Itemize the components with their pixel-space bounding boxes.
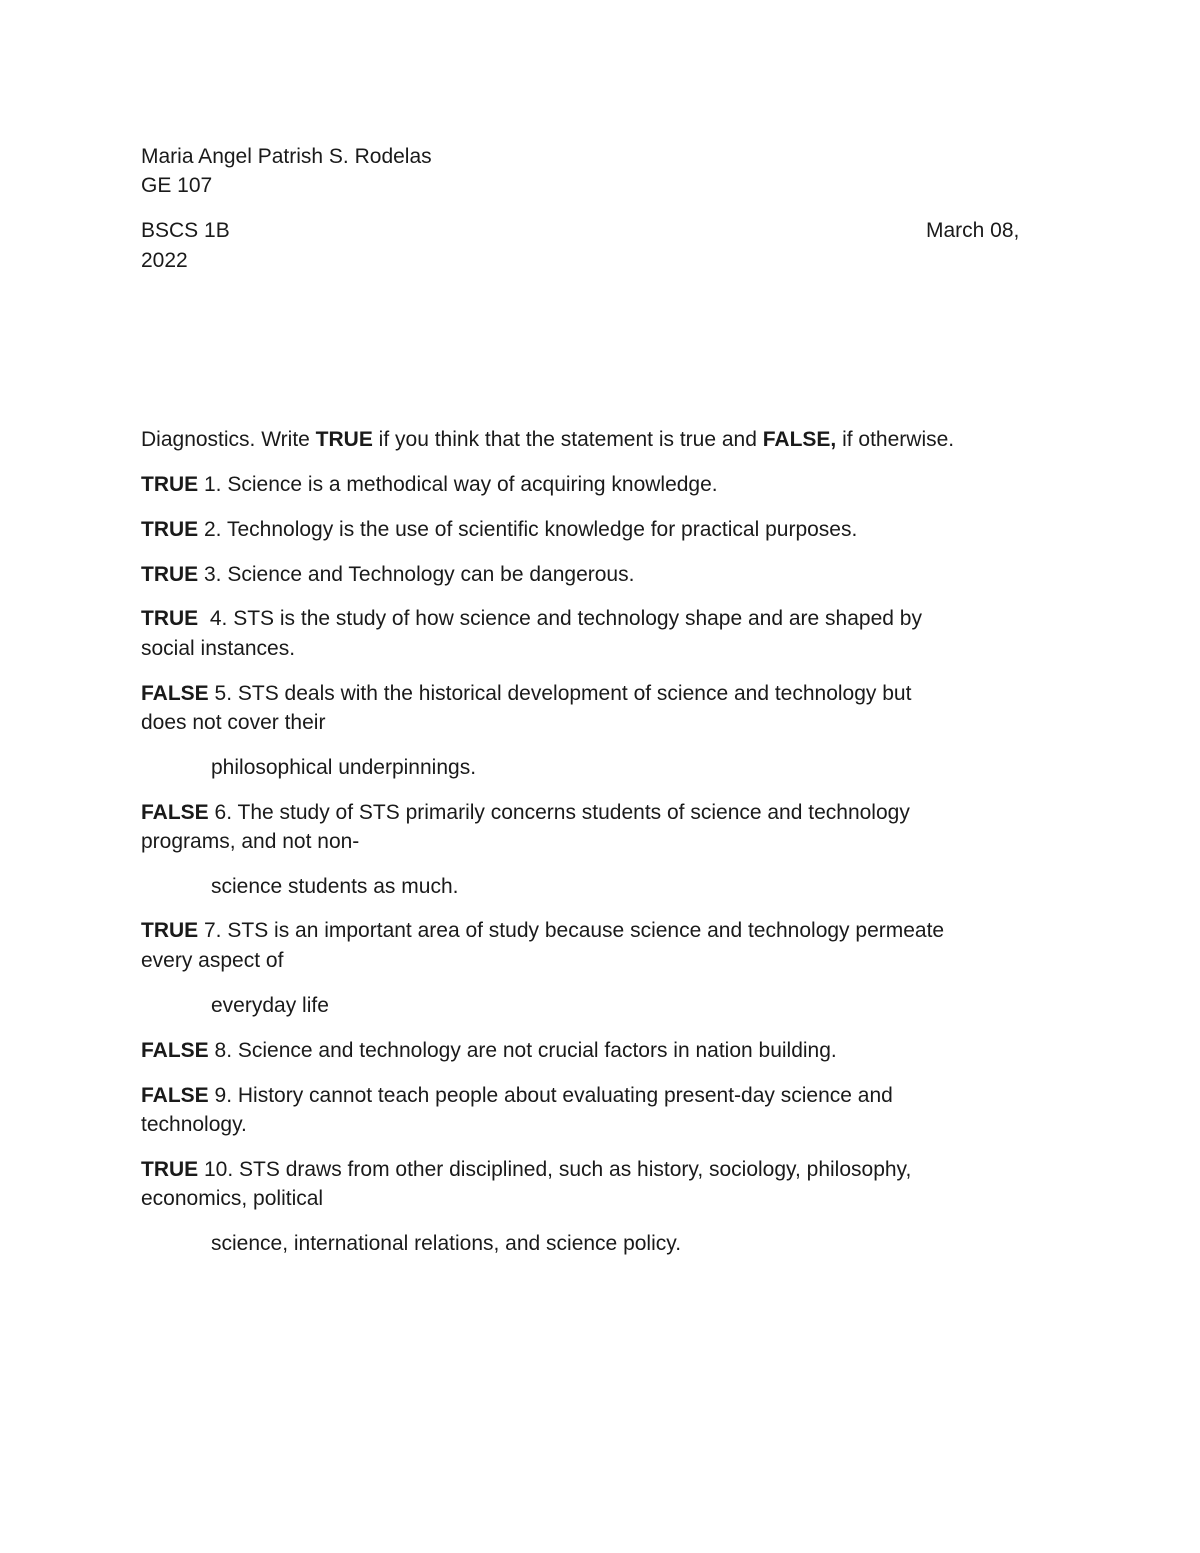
- answer-label: FALSE: [141, 801, 209, 824]
- student-name: Maria Angel Patrish S. Rodelas: [141, 145, 432, 168]
- instructions-suffix: if otherwise.: [836, 428, 955, 451]
- item-4: [141, 604, 922, 633]
- item-text: 1. Science is a methodical way of acquiring knowledge.: [198, 473, 718, 496]
- item-text: 6. The study of STS primarily concerns students of science and technology: [208, 801, 910, 824]
- item-8: [141, 1036, 837, 1065]
- item-text: 9. History cannot teach people about evaluating present-day science and: [208, 1084, 893, 1107]
- instructions: [141, 425, 954, 454]
- item-2: [141, 515, 857, 544]
- item-text: 7. STS is an important area of study because science and technology permeate: [198, 919, 945, 942]
- instructions-false-word: FALSE,: [762, 428, 837, 451]
- item-text: 3. Science and Technology can be dangerous.: [198, 563, 635, 586]
- item-text: 10. STS draws from other disciplined, such as history, sociology, philosophy,: [198, 1158, 912, 1181]
- item-6-continued: programs, and not non-: [141, 830, 360, 853]
- answer-label: TRUE: [141, 607, 199, 630]
- instructions-prefix: Diagnostics. Write: [141, 428, 316, 451]
- item-3: [141, 560, 634, 589]
- answer-label: FALSE: [141, 1039, 209, 1062]
- item-text: 4. STS is the study of how science and technology shape and are shaped by: [198, 607, 922, 630]
- item-9-continued: technology.: [141, 1113, 247, 1136]
- item-6: [141, 798, 910, 827]
- item-5-indented: philosophical underpinnings.: [211, 756, 477, 779]
- answer-label: TRUE: [141, 518, 199, 541]
- answer-label: TRUE: [141, 1158, 199, 1181]
- item-6-indented: science students as much.: [211, 875, 459, 898]
- item-text: 5. STS deals with the historical development of science and technology but: [208, 682, 912, 705]
- instructions-middle: if you think that the statement is true and: [372, 428, 763, 451]
- item-9: [141, 1081, 893, 1110]
- item-7: [141, 916, 944, 945]
- item-5: [141, 679, 911, 708]
- item-text: 2. Technology is the use of scientific knowledge for practical purposes.: [198, 518, 858, 541]
- date-part1: March 08,: [926, 219, 1020, 242]
- date-part2: 2022: [141, 249, 188, 272]
- item-10-indented: science, international relations, and science policy.: [211, 1232, 682, 1255]
- answer-label: FALSE: [141, 1084, 209, 1107]
- item-10-continued: economics, political: [141, 1187, 324, 1210]
- item-5-continued: does not cover their: [141, 711, 326, 734]
- item-1: [141, 470, 718, 499]
- item-text: 8. Science and technology are not crucial factors in nation building.: [208, 1039, 837, 1062]
- item-7-continued: every aspect of: [141, 949, 284, 972]
- item-10: [141, 1155, 911, 1184]
- instructions-true-word: TRUE: [315, 428, 373, 451]
- item-4-continued: social instances.: [141, 637, 296, 660]
- answer-label: TRUE: [141, 473, 199, 496]
- item-7-indented: everyday life: [211, 994, 329, 1017]
- section: BSCS 1B: [141, 219, 230, 242]
- course-code: GE 107: [141, 174, 213, 197]
- answer-label: TRUE: [141, 563, 199, 586]
- answer-label: FALSE: [141, 682, 209, 705]
- answer-label: TRUE: [141, 919, 199, 942]
